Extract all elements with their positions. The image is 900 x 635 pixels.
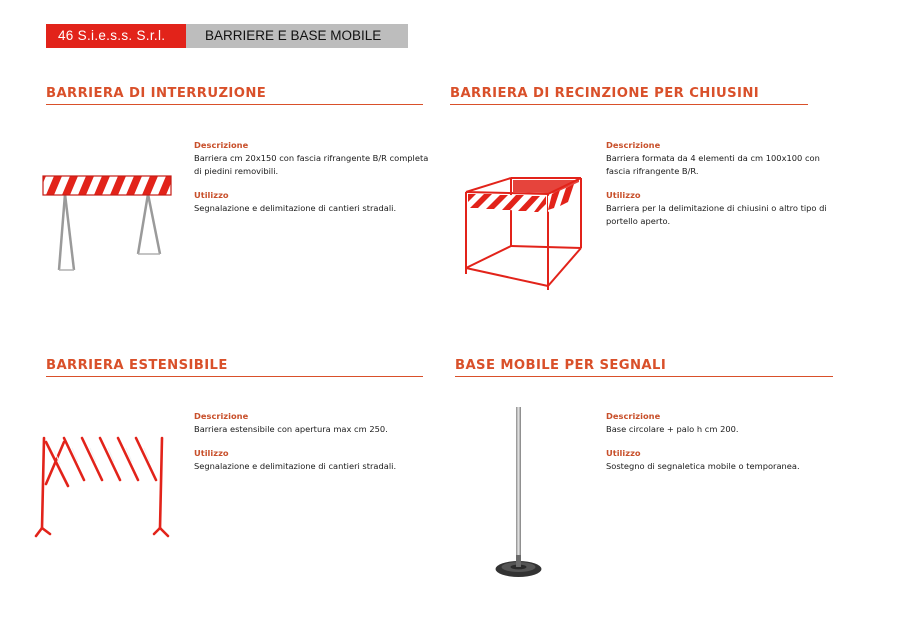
page-number-brand: 46 S.i.e.s.s. S.r.l. <box>46 24 186 48</box>
descrizione-line: Barriera estensibile con apertura max cm 250. <box>194 424 388 434</box>
title-underline <box>46 104 423 105</box>
utilizzo-line: Sostegno di segnaletica mobile o temporanea. <box>606 461 800 471</box>
product-details-base-mobile <box>606 410 834 473</box>
descrizione-label: Descrizione <box>606 411 661 421</box>
descrizione-line: Barriera formata da 4 elementi da cm 100x100 con <box>606 153 820 163</box>
product-title-base-mobile: BASE MOBILE PER SEGNALI <box>455 358 667 373</box>
descrizione-line: fascia rifrangente B/R. <box>606 166 699 176</box>
title-underline <box>455 376 833 377</box>
base-mobile-image <box>490 405 548 585</box>
product-title-barriera-recinzione: BARRIERA DI RECINZIONE PER CHIUSINI <box>450 86 760 101</box>
barriera-recinzione-image <box>456 168 591 293</box>
descrizione-label: Descrizione <box>194 140 249 150</box>
descrizione-label: Descrizione <box>606 140 661 150</box>
utilizzo-line: Segnalazione e delimitazione di cantieri stradali. <box>194 461 397 471</box>
utilizzo-label: Utilizzo <box>606 448 641 458</box>
product-details-barriera-estensibile <box>194 410 434 473</box>
title-underline <box>450 104 808 105</box>
descrizione-label: Descrizione <box>194 411 249 421</box>
descrizione-line: Barriera cm 20x150 con fascia rifrangente B/R completa <box>194 153 429 163</box>
descrizione-line: Base circolare + palo h cm 200. <box>606 424 739 434</box>
section-heading: BARRIERE E BASE MOBILE <box>186 24 408 48</box>
barriera-estensibile-image <box>34 430 172 542</box>
barriera-interruzione-image <box>40 170 174 278</box>
product-details-barriera-recinzione <box>606 139 834 228</box>
utilizzo-line: Segnalazione e delimitazione di cantieri stradali. <box>194 203 397 213</box>
title-underline <box>46 376 423 377</box>
page-header <box>46 24 408 48</box>
descrizione-line: di piedini removibili. <box>194 166 279 176</box>
utilizzo-line: portello aperto. <box>606 216 671 226</box>
product-title-barriera-interruzione: BARRIERA DI INTERRUZIONE <box>46 86 267 101</box>
utilizzo-label: Utilizzo <box>194 190 229 200</box>
utilizzo-label: Utilizzo <box>194 448 229 458</box>
product-title-barriera-estensibile: BARRIERA ESTENSIBILE <box>46 358 228 373</box>
product-details-barriera-interruzione <box>194 139 434 215</box>
utilizzo-label: Utilizzo <box>606 190 641 200</box>
utilizzo-line: Barriera per la delimitazione di chiusini o altro tipo di <box>606 203 827 213</box>
